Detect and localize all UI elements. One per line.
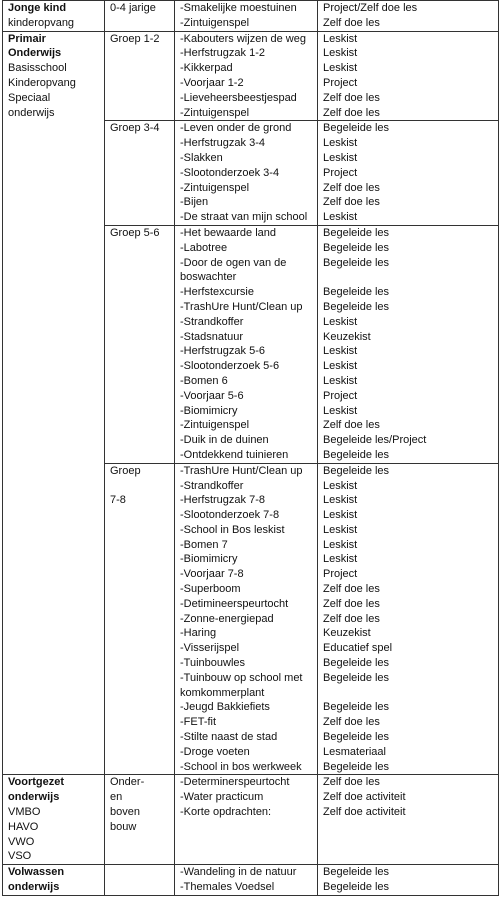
type-line: Leskist [323, 137, 358, 150]
group-cell [105, 865, 175, 896]
group-line [110, 865, 170, 880]
type-line: Zelf doe les [323, 181, 380, 194]
activity-line: -School in Bos leskist [180, 523, 285, 536]
activity-line: -Duik in de duinen [180, 434, 269, 447]
activity-line: -Smakelijke moestuinen [180, 2, 297, 14]
activity-line: -Slootonderzoek 5-6 [180, 360, 280, 373]
activity-line: -Bijen [180, 196, 209, 209]
type-line [323, 270, 494, 285]
group-line [110, 479, 170, 494]
type-line: Zelf doe les [323, 196, 380, 209]
activity-line: -Biomimicry [180, 553, 238, 566]
type-line: Keuzekist [323, 627, 371, 640]
activity-cell [175, 1, 318, 32]
activity-cell [175, 121, 318, 226]
activity-line: boswachter [180, 271, 237, 284]
activity-line: -Herfstrugzak 5-6 [180, 345, 265, 358]
group-line: 0-4 jarige [110, 2, 156, 14]
type-cell [318, 865, 499, 896]
activity-line: -Stadsnatuur [180, 330, 243, 343]
type-line: Leskist [323, 523, 358, 536]
category-line: Speciaal [8, 91, 51, 104]
category-line: onderwijs [8, 881, 60, 894]
type-line: Zelf doe les [323, 419, 380, 432]
category-cell [3, 775, 105, 865]
activity-line: -Voorjaar 1-2 [180, 76, 244, 89]
type-line: Zelf doe les [323, 716, 380, 729]
type-line: Project [323, 76, 358, 89]
type-line: Zelf doe activiteit [323, 806, 406, 819]
type-line: Zelf doe les [323, 91, 380, 104]
type-line: Leskist [323, 345, 358, 358]
type-line: Leskist [323, 47, 358, 60]
type-line: Leskist [323, 509, 358, 522]
activity-line: -Korte opdrachten: [180, 806, 272, 819]
activity-cell [175, 31, 318, 121]
category-line: HAVO [8, 820, 39, 833]
activity-line: komkommerplant [180, 686, 265, 699]
group-cell [105, 225, 175, 463]
group-line: Groep 3-4 [110, 122, 160, 135]
type-cell [318, 1, 499, 32]
type-line: Begeleide les [323, 881, 390, 894]
group-cell [105, 31, 175, 121]
activity-line: -Wandeling in de natuur [180, 866, 297, 879]
activity-line: -Themales Voedsel [180, 881, 275, 894]
type-line: Leskist [323, 538, 358, 551]
activity-line: -Kabouters wijzen de weg [180, 32, 306, 45]
type-cell [318, 775, 499, 865]
activity-line: -Strandkoffer [180, 315, 244, 328]
table-row [3, 865, 499, 896]
category-line: Jonge kind [8, 2, 67, 14]
activity-line: -Biomimicry [180, 404, 238, 417]
category-cell [3, 31, 105, 775]
type-line: Leskist [323, 32, 358, 45]
type-line: Leskist [323, 479, 358, 492]
type-line: Begeleide les [323, 122, 390, 135]
table-row [3, 31, 499, 121]
activity-line: -Droge voeten [180, 745, 250, 758]
activity-line: -Zintuigenspel [180, 419, 250, 432]
type-line: Begeleide les [323, 464, 390, 477]
category-line: VSO [8, 850, 32, 863]
activity-line: -Superboom [180, 583, 241, 596]
activity-cell [175, 865, 318, 896]
activity-line: -Voorjaar 5-6 [180, 389, 244, 402]
group-line: Groep 5-6 [110, 226, 160, 239]
type-line: Leskist [323, 211, 358, 224]
type-line: Zelf doe les [323, 106, 380, 119]
type-line: Zelf doe les [323, 612, 380, 625]
type-line: Begeleide les [323, 448, 390, 461]
activity-line: -Leven onder de grond [180, 122, 292, 135]
activity-line: -TrashUre Hunt/Clean up [180, 300, 303, 313]
type-line: Keuzekist [323, 330, 371, 343]
activity-line: -Slootonderzoek 7-8 [180, 509, 280, 522]
activity-line: -Bomen 7 [180, 538, 228, 551]
activities-table [2, 0, 499, 896]
activities-table-body [3, 1, 499, 896]
type-line: Project [323, 389, 358, 402]
category-cell [3, 1, 105, 32]
group-cell [105, 775, 175, 865]
type-line: Leskist [323, 404, 358, 417]
activity-line: -School in bos werkweek [180, 760, 302, 773]
activity-line: -Zintuigenspel [180, 106, 250, 119]
activity-line: -Herfstrugzak 1-2 [180, 47, 265, 60]
type-line: Begeleide les [323, 226, 390, 239]
activity-line: -Slakken [180, 151, 223, 164]
type-line: Educatief spel [323, 642, 393, 655]
type-line: Begeleide les [323, 657, 390, 670]
activity-cell [175, 775, 318, 865]
activity-cell [175, 225, 318, 463]
group-cell [105, 1, 175, 32]
type-line: Begeleide les [323, 256, 390, 269]
type-line: Begeleide les [323, 701, 390, 714]
activity-line: -FET-fit [180, 716, 217, 729]
category-line: VWO [8, 835, 35, 848]
type-line: Zelf doe les [323, 583, 380, 596]
type-line: Leskist [323, 360, 358, 373]
activity-line: -Kikkerpad [180, 62, 233, 75]
activity-line: -Detimineerspeurtocht [180, 597, 289, 610]
activity-line: -Voorjaar 7-8 [180, 568, 244, 581]
type-line: Project/Zelf doe les [323, 2, 418, 14]
group-line: Onder- [110, 776, 145, 789]
category-line: Basisschool [8, 62, 67, 75]
type-cell [318, 463, 499, 775]
type-line: Lesmateriaal [323, 745, 386, 758]
category-line: onderwijs [8, 791, 60, 804]
type-line: Project [323, 568, 358, 581]
activity-line: -Zintuigenspel [180, 181, 250, 194]
activity-line: -Jeugd Bakkiefiets [180, 701, 270, 714]
activity-line: -Herfstexcursie [180, 286, 254, 299]
category-line: Volwassen [8, 866, 65, 879]
type-line: Leskist [323, 151, 358, 164]
type-cell [318, 31, 499, 121]
activity-line: -TrashUre Hunt/Clean up [180, 464, 303, 477]
type-line: Zelf doe les [323, 16, 380, 29]
activity-line: -Stilte naast de stad [180, 731, 278, 744]
activity-line: -Zonne-energiepad [180, 612, 274, 625]
activity-line: -Tuinbouwles [180, 657, 246, 670]
activity-line: -Zintuigenspel [180, 16, 250, 29]
type-line [323, 686, 494, 701]
type-line: Zelf doe les [323, 597, 380, 610]
type-line: Begeleide les [323, 760, 390, 773]
type-line: Leskist [323, 553, 358, 566]
activity-line: -De straat van mijn school [180, 211, 308, 224]
group-line: bouw [110, 820, 137, 833]
activity-line: -Ontdekkend tuinieren [180, 448, 289, 461]
activity-line: -Slootonderzoek 3-4 [180, 166, 280, 179]
type-line: Begeleide les [323, 731, 390, 744]
category-line: VMBO [8, 806, 41, 819]
type-line: Leskist [323, 374, 358, 387]
category-line: Onderwijs [8, 47, 62, 60]
activity-line: -Herfstrugzak 7-8 [180, 494, 265, 507]
group-line: 7-8 [110, 494, 126, 507]
type-line: Begeleide les/Project [323, 434, 427, 447]
activity-line: -Herfstrugzak 3-4 [180, 137, 265, 150]
type-line: Zelf doe les [323, 776, 380, 789]
type-line: Begeleide les [323, 671, 390, 684]
category-cell [3, 865, 105, 896]
category-line: Voortgezet [8, 776, 65, 789]
type-cell [318, 121, 499, 226]
activity-line: -Door de ogen van de [180, 256, 287, 269]
type-line: Zelf doe activiteit [323, 791, 406, 804]
group-cell [105, 463, 175, 775]
activity-line: -Het bewaarde land [180, 226, 277, 239]
group-line: boven [110, 806, 140, 819]
category-line: Primair [8, 32, 46, 45]
type-line: Begeleide les [323, 286, 390, 299]
type-cell [318, 225, 499, 463]
activity-line: -Bomen 6 [180, 374, 228, 387]
category-line: kinderopvang [8, 16, 75, 29]
activity-line: -Determinerspeurtocht [180, 776, 290, 789]
activity-line: -Water practicum [180, 791, 264, 804]
activity-line: -Strandkoffer [180, 479, 244, 492]
type-line: Project [323, 166, 358, 179]
table-row [3, 1, 499, 32]
group-line: en [110, 791, 123, 804]
activity-line: -Haring [180, 627, 217, 640]
group-cell [105, 121, 175, 226]
category-line: Kinderopvang [8, 76, 76, 89]
type-line: Leskist [323, 62, 358, 75]
activity-line: -Lieveheersbeestjespad [180, 91, 297, 104]
category-line: onderwijs [8, 106, 55, 119]
activity-line: -Labotree [180, 241, 228, 254]
type-line: Begeleide les [323, 300, 390, 313]
type-line: Begeleide les [323, 866, 390, 879]
type-line: Leskist [323, 494, 358, 507]
activity-line: -Tuinbouw op school met [180, 671, 303, 684]
table-row [3, 775, 499, 865]
activity-cell [175, 463, 318, 775]
group-line: Groep [110, 464, 141, 477]
type-line: Leskist [323, 315, 358, 328]
group-line: Groep 1-2 [110, 32, 160, 45]
activity-line: -Visserijspel [180, 642, 240, 655]
type-line: Begeleide les [323, 241, 390, 254]
